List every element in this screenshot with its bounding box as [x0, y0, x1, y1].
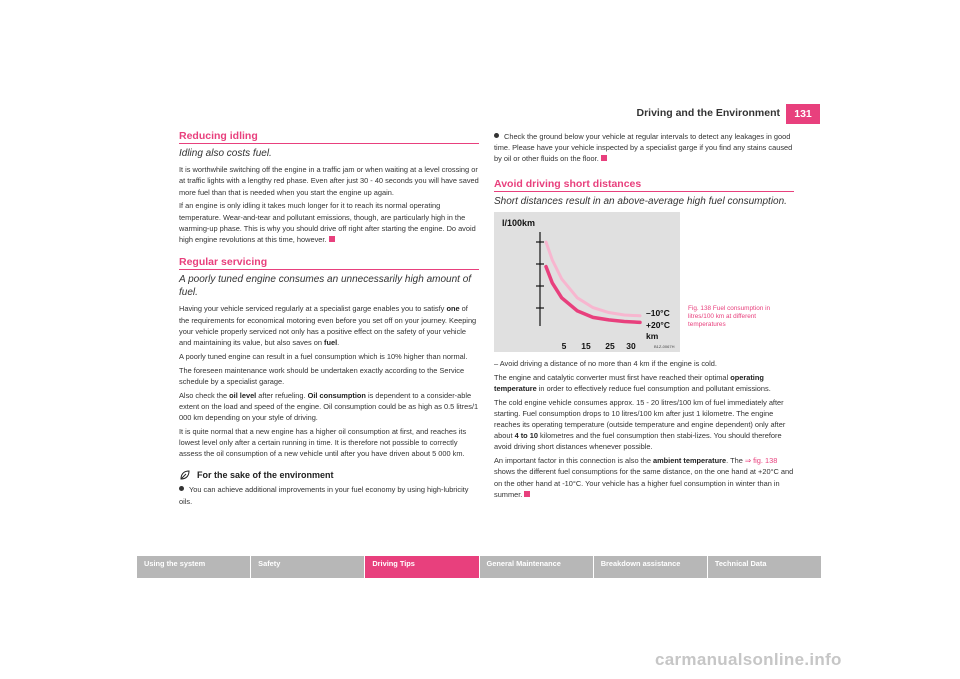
page-header [0, 104, 960, 124]
figure-caption: Fig. 138 Fuel consumption in litres/100 km at different temperatures [688, 305, 771, 328]
short-distance-instruction: – Avoid driving a distance of no more than 4 km if the engine is cold. [494, 358, 717, 368]
left-column [179, 131, 479, 509]
footer-navigation [137, 556, 822, 578]
chapter-title: Driving and the Environment [636, 107, 780, 119]
servicing-paragraph-5: It is quite normal that a new engine has a higher oil consumption at first, and reaches its lowest level only after a certain running in time. It is therefore not possible to correctly assess the oil consumption of a new vehicle until after you have driven about 5 000 km. [179, 426, 467, 459]
footer-tab-technical-data[interactable]: Technical Data [708, 556, 821, 578]
fuel-consumption-figure [494, 212, 680, 352]
footer-tab-breakdown-assistance[interactable]: Breakdown assistance [594, 556, 707, 578]
servicing-paragraph-2: A poorly tuned engine can result in a fuel consumption which is 10% higher than normal. [179, 351, 468, 361]
footer-tab-general-maintenance[interactable]: General Maintenance [480, 556, 593, 578]
fuel-consumption-chart [494, 212, 680, 352]
y-axis-label: l/100km [502, 217, 536, 228]
legend-label: +20°C [646, 319, 670, 330]
section-title-servicing: Regular servicing [179, 257, 479, 270]
section-end-marker [524, 491, 530, 497]
bullet-icon [494, 133, 499, 138]
x-tick-label: 30 [626, 340, 636, 351]
idling-paragraph-2: If an engine is only idling it takes much longer for it to reach its normal operating temperature. Wear-and-tear and pollutant emissions, though, are particularly high in the warming-up phase. This is why you should drive off right after starting the engine. Do avoid high engine revolutions at this time, however. [179, 201, 476, 245]
section-subtitle-servicing: A poorly tuned engine consumes an unnecessarily high amount of fuel. [179, 274, 472, 299]
footer-tab-driving-tips[interactable]: Driving Tips [365, 556, 478, 578]
section-title-idling: Reducing idling [179, 131, 479, 144]
section-end-marker [329, 236, 335, 242]
page-number: 131 [786, 104, 820, 124]
footer-tab-using-system[interactable]: Using the system [137, 556, 250, 578]
servicing-paragraph-3: The foreseen maintenance work should be undertaken exactly according to the Service schedule by a specialist garage. [179, 365, 465, 386]
bullet-icon [179, 486, 184, 491]
environment-note-heading: For the sake of the environment [179, 469, 479, 481]
x-tick-label: 25 [605, 340, 615, 351]
short-distance-paragraph-2: The cold engine vehicle consumes approx. 15 - 20 litres/100 km of fuel immediately after starting. Fuel consumption drops to 10 litres/100 km after just 1 kilometre. The engine reaches its operating temperature (outside temperature and engine dependent) only after about 4 to 10 kilometres and the fuel consumption then stabi-lizes. You should therefore avoid driving short distances whenever possible. [494, 397, 786, 452]
servicing-paragraph-4: Also check the oil level after refueling. Oil consumption is dependent to a consider-able extent on the load and speed of the engine. Oil consumption could be as high as 0.5 litres/1 000 km depending on your style of driving. [179, 390, 479, 423]
x-tick-label: 5 [561, 340, 567, 351]
short-distance-paragraph-1: The engine and catalytic converter must first have reached their optimal operating temperature in order to effectively reduce fuel consumption and pollutant emissions. [494, 372, 771, 393]
legend-label: –10°C [646, 307, 670, 318]
ground-check-paragraph: Check the ground below your vehicle at regular intervals to detect any leakages in good time. Please have your vehicle inspected by a specialist garge if you find any stains caused by oil or other fluids on the floor. [494, 132, 793, 164]
x-axis-label: km [646, 330, 659, 341]
section-subtitle-short-distances: Short distances result in an above-average high fuel consumption. [494, 195, 787, 207]
figure-reference-link[interactable]: ⇒ fig. 138 [744, 456, 778, 466]
watermark: carmanualsonline.info [655, 650, 842, 669]
footer-tab-safety[interactable]: Safety [251, 556, 364, 578]
environment-note-text: You can achieve additional improvements in your fuel economy by using high-lubricity oils. [179, 485, 469, 506]
idling-paragraph-1: It is worthwhile switching off the engine in a traffic jam or when waiting at a level crossing or at traffic lights with a lengthy red phase. Even after just 30 - 40 seconds you will have saved more fuel than that is needed when you start the engine up again. [179, 165, 479, 197]
section-end-marker [601, 155, 607, 161]
environment-leaf-icon [179, 469, 191, 481]
short-distance-paragraph-3: An important factor in this connection is also the ambient temperature. The ⇒ fig. 138 shows the different fuel consumptions for the same distance, on the one hand at +20°C and on the other hand at -10°C. Your vehicle has a higher fuel consumption in winter than in summer. [494, 456, 794, 499]
servicing-paragraph-1: Having your vehicle serviced regularly at a specialist garge enables you to satisfy one of the requirements for economical motoring even before you set off on your journey. Keeping your vehicle properly serviced not only has a positive effect on the safety of your vehicle and maintaining its value, but also saves on fuel. [179, 304, 477, 348]
figure-code: B1Z-0067H [654, 343, 675, 349]
section-subtitle-idling: Idling also costs fuel. [179, 148, 272, 160]
x-tick-label: 15 [581, 340, 591, 351]
section-title-short-distances: Avoid driving short distances [494, 179, 794, 192]
